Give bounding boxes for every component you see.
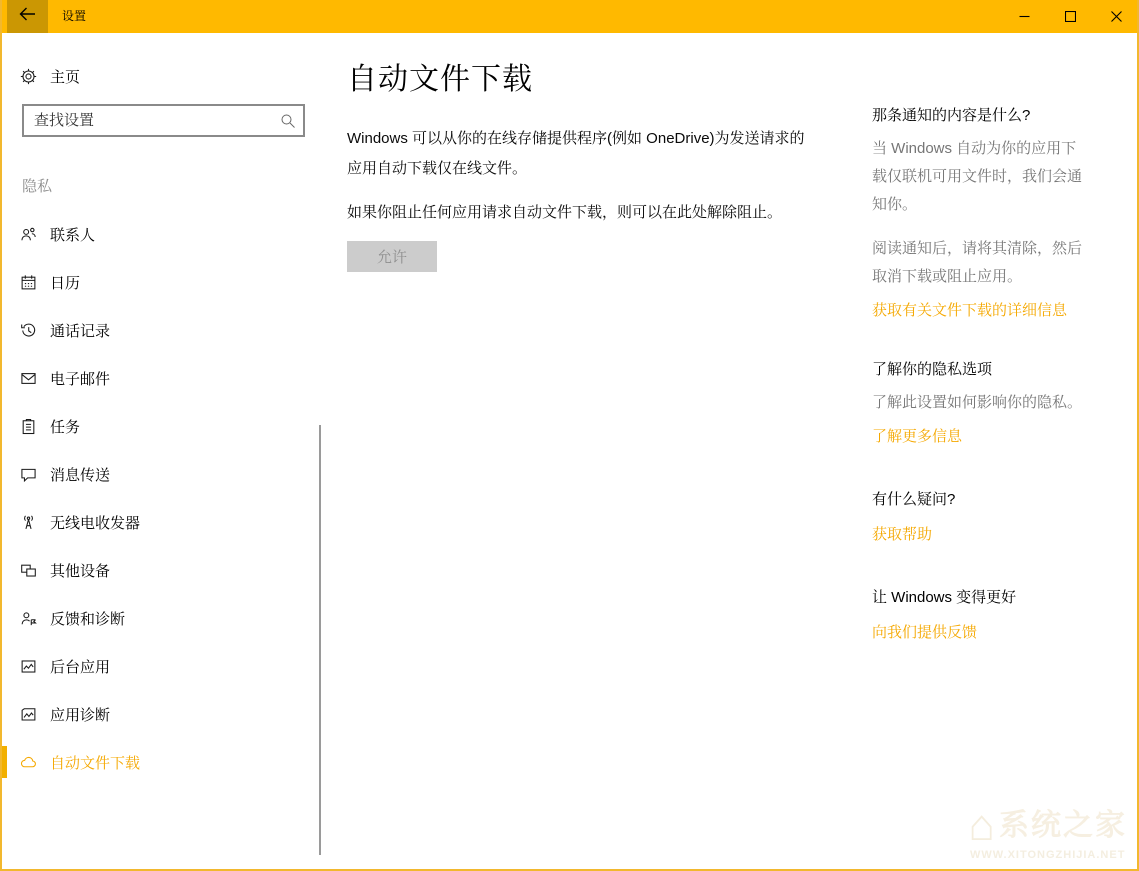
sidebar-item-label: 任务	[50, 418, 81, 436]
learn-more-link[interactable]: 了解更多信息	[872, 428, 963, 445]
sidebar-item-other-devices[interactable]	[2, 552, 318, 588]
minimize-icon	[1019, 11, 1030, 22]
background-apps-icon	[20, 658, 37, 675]
sidebar-item-label: 自动文件下载	[50, 754, 141, 772]
help-paragraph: 阅读通知后，请将其清除，然后取消下载或阻止应用。	[872, 240, 1083, 285]
sidebar-item-label: 日历	[50, 274, 81, 292]
maximize-button[interactable]	[1047, 0, 1093, 33]
sidebar-item-label: 反馈和诊断	[50, 610, 126, 628]
help-section-make-windows-better	[872, 586, 1090, 642]
sidebar-item-feedback[interactable]	[2, 600, 318, 636]
sidebar-scrollbar[interactable]	[319, 425, 321, 855]
other-devices-icon	[20, 562, 37, 579]
sidebar-item-label: 后台应用	[50, 658, 111, 676]
help-heading: 有什么疑问?	[872, 491, 956, 508]
sidebar-item-background-apps[interactable]	[2, 648, 318, 684]
sidebar-item-radios[interactable]	[2, 504, 318, 540]
minimize-button[interactable]	[1001, 0, 1047, 33]
sidebar	[2, 33, 332, 869]
app-diagnostics-icon	[20, 706, 37, 723]
maximize-icon	[1065, 11, 1076, 22]
window-title: 设置	[62, 9, 87, 23]
allow-button[interactable]: 允许	[347, 241, 437, 272]
help-heading: 那条通知的内容是什么?	[872, 107, 1031, 124]
radios-icon	[20, 514, 37, 531]
messaging-icon	[20, 466, 37, 483]
sidebar-item-contacts[interactable]	[2, 216, 318, 252]
search-icon[interactable]	[273, 113, 303, 129]
page-title: 自动文件下载	[347, 63, 533, 96]
sidebar-item-label: 电子邮件	[50, 370, 111, 388]
help-heading: 让 Windows 变得更好	[872, 589, 1017, 606]
privacy-section-label: 隐私	[22, 178, 53, 195]
sidebar-item-app-diagnostics[interactable]	[2, 696, 318, 732]
sidebar-item-label: 消息传送	[50, 466, 111, 484]
sidebar-item-messaging[interactable]	[2, 456, 318, 492]
sidebar-item-label: 无线电收发器	[50, 514, 141, 532]
sidebar-item-label: 联系人	[50, 226, 96, 244]
back-button[interactable]	[7, 0, 48, 33]
calendar-icon	[20, 274, 37, 291]
email-icon	[20, 370, 37, 387]
help-section-privacy-options	[872, 358, 1090, 446]
close-icon	[1111, 11, 1122, 22]
search-box	[22, 104, 305, 137]
house-logo-icon: ⌂	[968, 801, 995, 850]
help-paragraph: 当 Windows 自动为你的应用下载仅联机可用文件时，我们会通知你。	[872, 140, 1083, 213]
sidebar-item-label: 其他设备	[50, 562, 111, 580]
give-feedback-link[interactable]: 向我们提供反馈	[872, 624, 978, 641]
sidebar-item-call-history[interactable]	[2, 312, 318, 348]
main-content	[347, 33, 817, 272]
window-controls	[1001, 0, 1139, 33]
sidebar-item-calendar[interactable]	[2, 264, 318, 300]
sidebar-item-auto-file-downloads[interactable]	[2, 744, 318, 780]
cloud-icon	[20, 754, 37, 771]
watermark-text: 系统之家	[999, 809, 1127, 842]
get-help-link[interactable]: 获取帮助	[872, 526, 933, 543]
sidebar-item-label: 通话记录	[50, 322, 111, 340]
sidebar-item-tasks[interactable]	[2, 408, 318, 444]
sidebar-item-label: 应用诊断	[50, 706, 111, 724]
back-arrow-icon	[19, 7, 36, 26]
xitongzhijia-watermark	[968, 801, 1127, 861]
contacts-icon	[20, 226, 37, 243]
description-paragraph: Windows 可以从你的在线存储提供程序(例如 OneDrive)为发送请求的应用自动下载仅在线文件。	[347, 130, 805, 177]
titlebar	[0, 0, 1139, 33]
tasks-icon	[20, 418, 37, 435]
help-section-notification	[872, 104, 1090, 320]
search-input[interactable]	[24, 112, 273, 129]
gear-icon	[20, 68, 37, 85]
feedback-icon	[20, 610, 37, 627]
sidebar-item-label: 主页	[50, 68, 81, 86]
help-paragraph: 了解此设置如何影响你的隐私。	[872, 394, 1083, 411]
help-heading: 了解你的隐私选项	[872, 361, 993, 378]
unblock-paragraph: 如果你阻止任何应用请求自动文件下载，则可以在此处解除阻止。	[347, 204, 783, 221]
sidebar-item-home[interactable]	[2, 58, 318, 94]
sidebar-item-email[interactable]	[2, 360, 318, 396]
call-history-icon	[20, 322, 37, 339]
file-downloads-details-link[interactable]: 获取有关文件下载的详细信息	[872, 302, 1068, 319]
help-column	[872, 104, 1090, 688]
watermark-url: WWW.XITONGZHIJIA.NET	[969, 849, 1126, 861]
close-button[interactable]	[1093, 0, 1139, 33]
help-section-questions	[872, 488, 1090, 544]
